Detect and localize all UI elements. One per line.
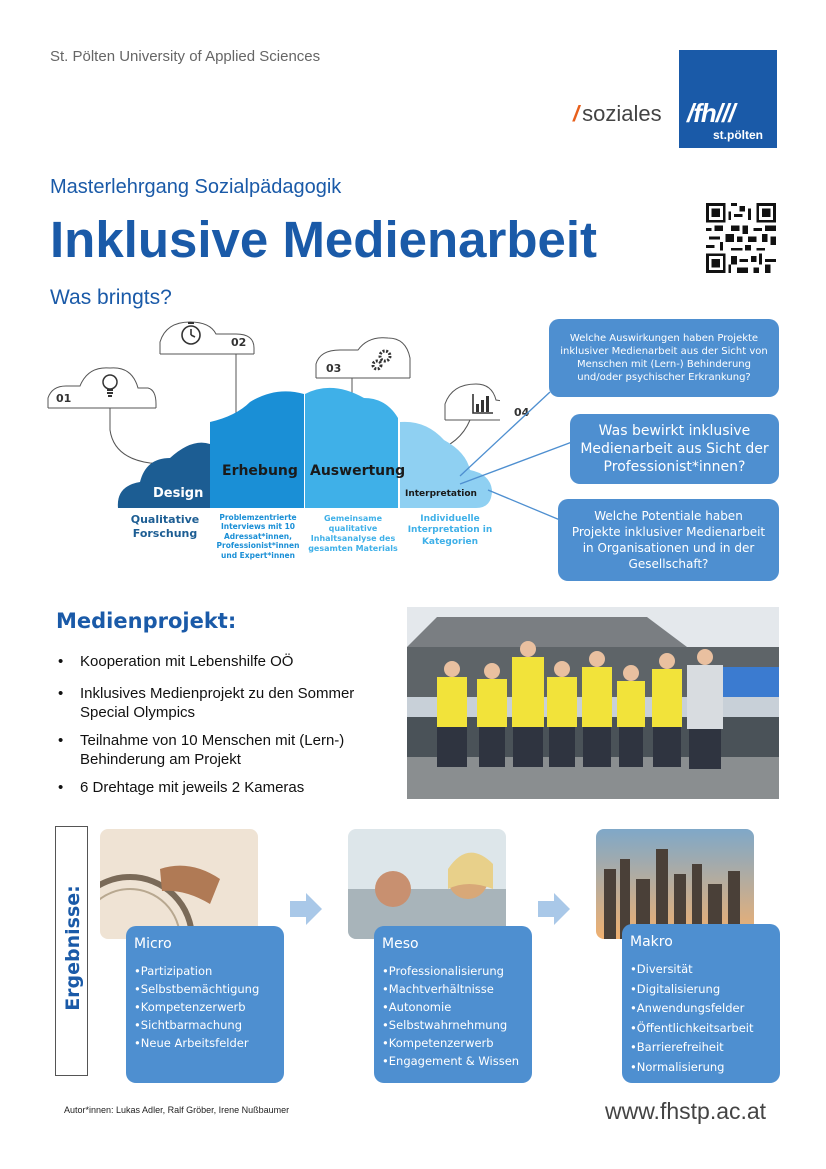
page-title: Inklusive Medienarbeit: [50, 211, 598, 268]
program-subtitle: Masterlehrgang Sozialpädagogik: [50, 176, 342, 198]
result-card-meso: Meso •Professionalisierung •Machtverhältnisse •Autonomie •Selbstwahrnehmung •Kompetenzerwerb •Engagement & Wissen: [374, 926, 532, 1083]
micro-image: [100, 829, 258, 939]
list-item: • Inklusives Medienprojekt zu den Sommer Special Olympics: [56, 684, 396, 722]
university-name: St. Pölten University of Applied Sciences: [50, 48, 321, 65]
list-item: • Kooperation mit Lebenshilfe OÖ: [56, 652, 396, 671]
question-box-1: Welche Auswirkungen haben Projekte inklusiver Medienarbeit aus der Sicht von Menschen mit (Lern-) Behinderung und/oder psychischer Erkrankung?: [549, 319, 779, 397]
logo-text: /fh///: [687, 98, 735, 128]
medienprojekt-heading: Medienprojekt:: [56, 609, 237, 633]
makro-image: [596, 829, 754, 939]
step-number-04: 04: [514, 406, 530, 419]
section-question: Was bringts?: [50, 286, 172, 309]
arrow-right-icon: [538, 893, 570, 925]
step-number-01: 01: [56, 392, 72, 405]
desc-erhebung: Problemzentrierte Interviews mit 10 Adressat*innen, Professionist*innen und Expert*innen: [216, 513, 300, 560]
cloud-erhebung: [210, 391, 304, 508]
question-box-3: Welche Potentiale haben Projekte inklusiver Medienarbeit in Organisationen und in der Gesellschaft?: [558, 499, 779, 581]
phase-erhebung: Erhebung: [222, 463, 298, 479]
step-number-02: 02: [231, 336, 247, 349]
result-card-makro: Makro •Diversität •Digitalisierung •Anwendungsfelder •Öffentlichkeitsarbeit •Barrierefreiheit •Normalisierung: [622, 924, 780, 1083]
authors-credit: Autor*innen: Lukas Adler, Ralf Gröber, Irene Nußbaumer: [64, 1105, 290, 1115]
list-item: • 6 Drehtage mit jeweils 2 Kameras: [56, 778, 396, 797]
result-title-makro: Makro: [630, 934, 673, 950]
ergebnisse-label: Ergebnisse:: [62, 885, 84, 1011]
ergebnisse-label-box: [55, 826, 88, 1076]
department-label: / soziales: [573, 101, 662, 126]
desc-interpretation: Individuelle Interpretation in Kategorien: [407, 514, 493, 547]
group-photo: [407, 607, 779, 799]
cloud-auswertung: [305, 388, 398, 508]
result-card-micro: Micro •Partizipation •Selbstbemächtigung •Kompetenzerwerb •Sichtbarmachung •Neue Arbeitsfelder: [126, 926, 284, 1083]
meso-image: [348, 829, 506, 939]
website-link[interactable]: www.fhstp.ac.at: [605, 1098, 767, 1124]
lightbulb-icon: [101, 374, 119, 398]
gears-icon: [370, 348, 394, 372]
result-title-meso: Meso: [382, 936, 419, 952]
arrow-right-icon: [290, 893, 322, 925]
question-box-2: Was bewirkt inklusive Medienarbeit aus Sicht der Professionist*innen?: [570, 414, 779, 484]
step-number-03: 03: [326, 362, 342, 375]
phase-design: Design: [153, 486, 204, 501]
list-item: • Teilnahme von 10 Menschen mit (Lern-) Behinderung am Projekt: [56, 731, 396, 769]
logo-sub: st.pölten: [713, 128, 763, 142]
fh-logo[interactable]: [679, 50, 777, 148]
qr-code-icon[interactable]: [706, 203, 776, 273]
desc-auswertung: Gemeinsame qualitative Inhaltsanalyse des gesamten Materials: [308, 514, 398, 553]
medienprojekt-list: [56, 652, 396, 806]
desc-design: Qualitative Forschung: [130, 513, 200, 540]
phase-auswertung: Auswertung: [310, 463, 406, 479]
result-title-micro: Micro: [134, 936, 172, 952]
phase-interpretation: Interpretation: [405, 489, 477, 499]
process-cloud-diagram: [40, 318, 500, 518]
stopwatch-icon: [180, 322, 202, 346]
